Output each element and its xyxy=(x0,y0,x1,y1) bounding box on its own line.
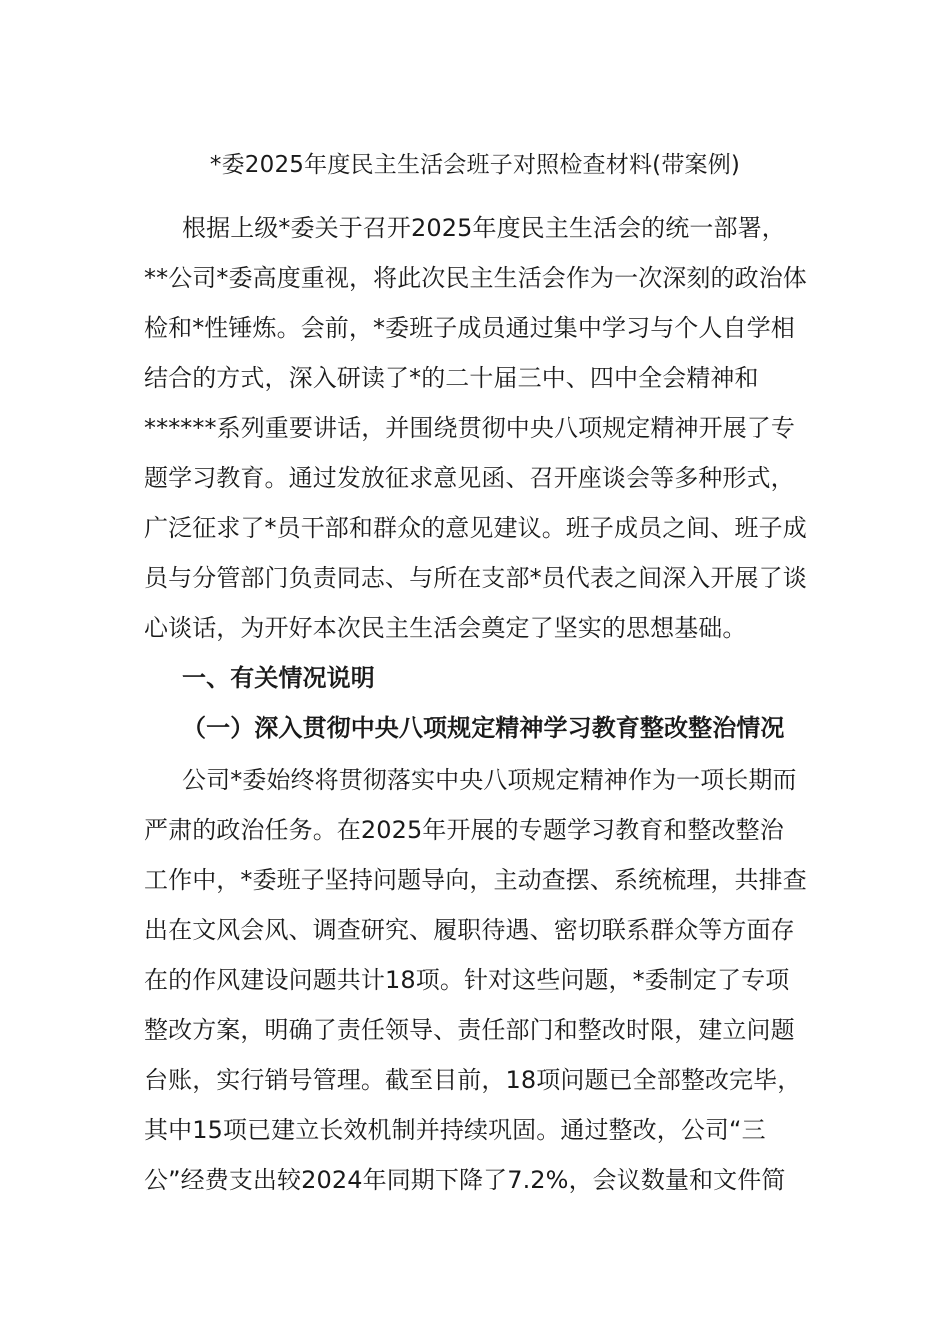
paragraph-line: 员与分管部门负责同志、与所在支部*员代表之间深入开展了谈 xyxy=(144,564,807,592)
paragraph-line: ******系列重要讲话，并围绕贯彻中央八项规定精神开展了专 xyxy=(144,414,795,442)
paragraph-line: 在的作风建设问题共计18项。针对这些问题，*委制定了专项 xyxy=(144,966,790,994)
paragraph-line: 题学习教育。通过发放征求意见函、召开座谈会等多种形式， xyxy=(144,464,795,492)
paragraph-line: 根据上级*委关于召开2025年度民主生活会的统一部署， xyxy=(182,214,786,242)
paragraph-line: 台账，实行销号管理。截至目前，18项问题已全部整改完毕， xyxy=(144,1066,802,1094)
paragraph-line: 整改方案，明确了责任领导、责任部门和整改时限，建立问题 xyxy=(144,1016,795,1044)
section-heading: 一、有关情况说明 xyxy=(182,664,375,692)
paragraph-line: 广泛征求了*员干部和群众的意见建议。班子成员之间、班子成 xyxy=(144,514,807,542)
paragraph-line: 出在文风会风、调查研究、履职待遇、密切联系群众等方面存 xyxy=(144,916,795,944)
paragraph-line: 工作中，*委班子坚持问题导向，主动查摆、系统梳理，共排查 xyxy=(144,866,807,894)
paragraph-line: 严肃的政治任务。在2025年开展的专题学习教育和整改整治 xyxy=(144,816,784,844)
paragraph-line: **公司*委高度重视，将此次民主生活会作为一次深刻的政治体 xyxy=(144,264,807,292)
paragraph-line: 公司*委始终将贯彻落实中央八项规定精神作为一项长期而 xyxy=(182,766,797,794)
document-title: *委2025年度民主生活会班子对照检查材料(带案例) xyxy=(209,152,741,178)
paragraph-line: 公”经费支出较2024年同期下降了7.2%，会议数量和文件简 xyxy=(144,1166,786,1194)
paragraph-line: 其中15项已建立长效机制并持续巩固。通过整改，公司“三 xyxy=(144,1116,766,1144)
paragraph-line: 结合的方式，深入研读了*的二十届三中、四中全会精神和 xyxy=(144,364,759,392)
paragraph-line: 检和*性锤炼。会前，*委班子成员通过集中学习与个人自学相 xyxy=(144,314,795,342)
paragraph-line: 心谈话，为开好本次民主生活会奠定了坚实的思想基础。 xyxy=(144,614,747,642)
subsection-heading: （一）深入贯彻中央八项规定精神学习教育整改整治情况 xyxy=(182,714,785,742)
